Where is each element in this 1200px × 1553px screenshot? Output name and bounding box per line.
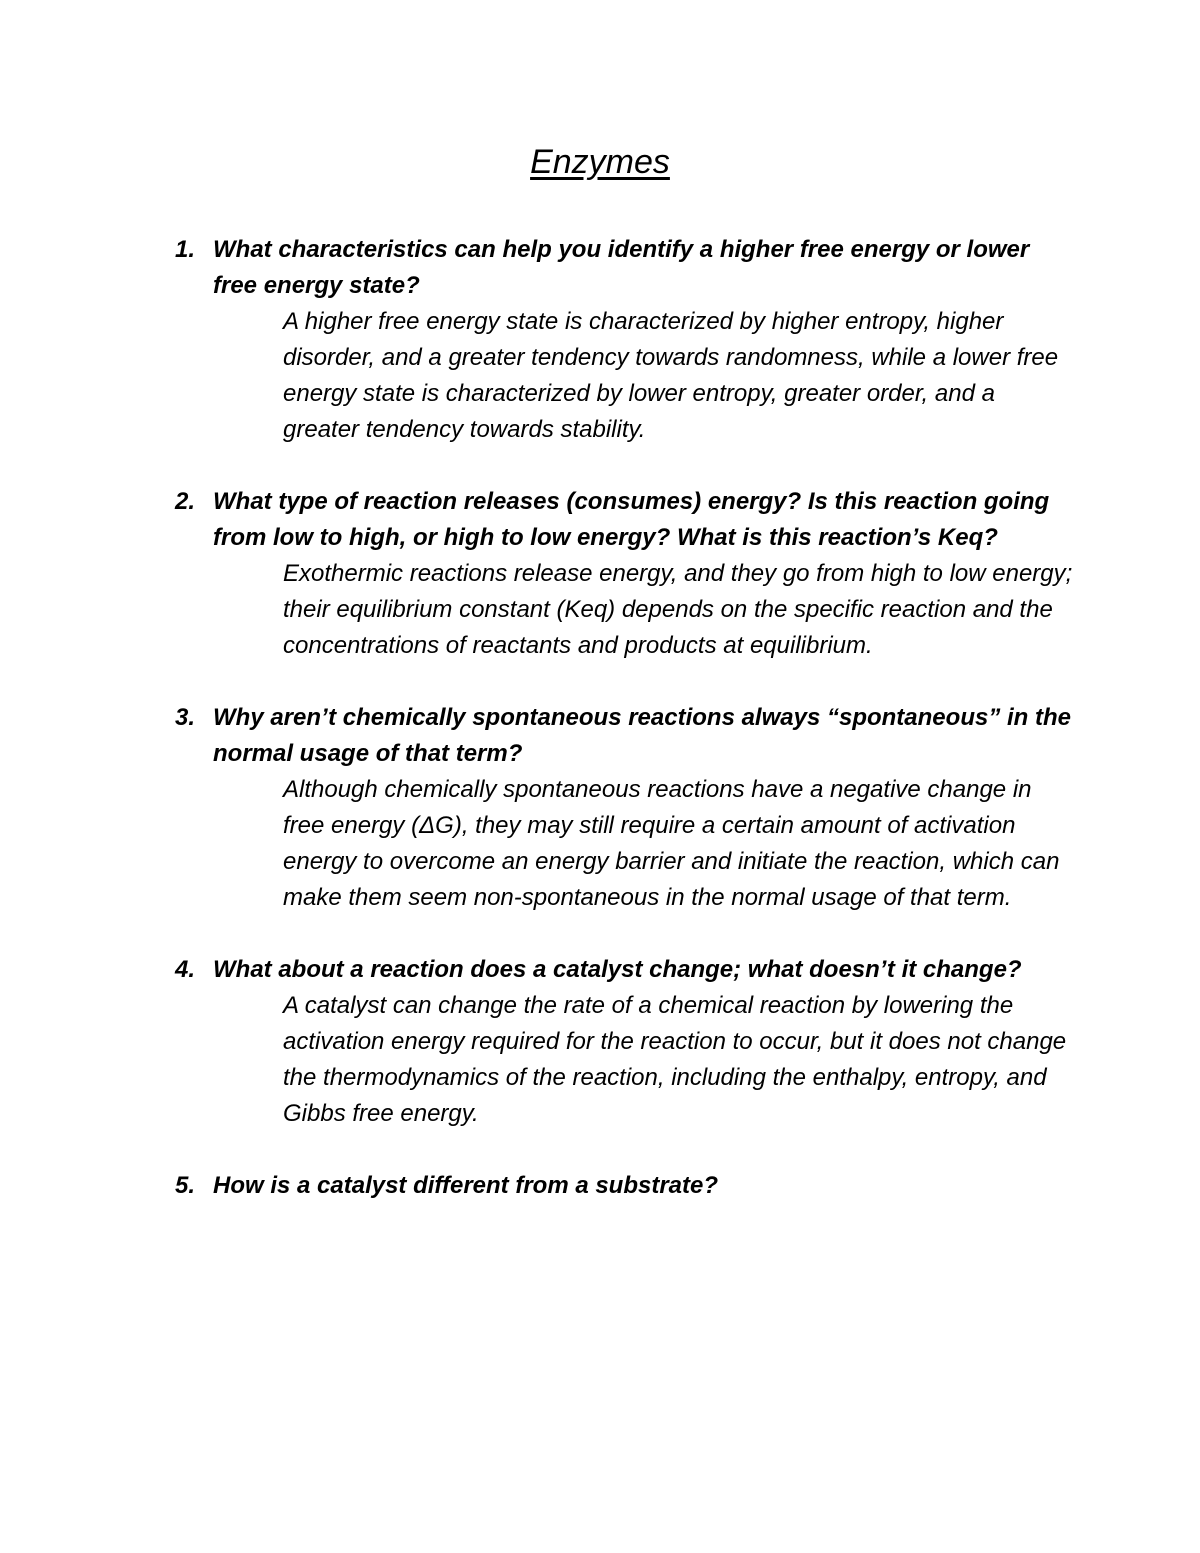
question-text	[175, 1168, 1075, 1204]
question-number: 4.	[175, 956, 196, 983]
question-label: What type of reaction releases (consumes) energy? Is this reaction going from low to high, or high to low energy? What is this reaction’s Keq?	[213, 488, 1050, 551]
question-number: 2.	[175, 488, 196, 515]
page-title: Enzymes	[530, 143, 670, 181]
question-label: What about a reaction does a catalyst change; what doesn’t it change?	[213, 956, 1022, 983]
answer-text: A catalyst can change the rate of a chemical reaction by lowering the activation energy required for the reaction to occur, but it does not change the thermodynamics of the reaction, including the enthalpy, entropy, and Gibbs free energy.	[283, 992, 1067, 1127]
answer-text: A higher free energy state is characterized by higher entropy, higher disorder, and a greater tendency towards randomness, while a lower free energy state is characterized by lower entropy, greater order, and a greater tendency towards stability.	[283, 308, 1059, 443]
answer-text: Exothermic reactions release energy, and they go from high to low energy; their equilibrium constant (Keq) depends on the specific reaction and the concentrations of reactants and products at equilibrium.	[283, 560, 1073, 659]
question-text	[175, 484, 1075, 556]
question-label: Why aren’t chemically spontaneous reactions always “spontaneous” in the normal usage of that term?	[213, 704, 1071, 767]
question-item-4	[175, 952, 1075, 1132]
answer-text: Although chemically spontaneous reactions have a negative change in free energy (ΔG), they may still require a certain amount of activation energy to overcome an energy barrier and initiate the reaction, which can make them seem non-spontaneous in the normal usage of that term.	[283, 776, 1060, 911]
question-item-5	[175, 1168, 1075, 1204]
question-item-3	[175, 700, 1075, 916]
question-label: How is a catalyst different from a substrate?	[213, 1172, 719, 1199]
question-text	[175, 700, 1075, 772]
question-item-2	[175, 484, 1075, 664]
question-number: 1.	[175, 236, 196, 263]
question-label: What characteristics can help you identify a higher free energy or lower free energy state?	[213, 236, 1030, 299]
question-item-1	[175, 232, 1075, 448]
question-number: 3.	[175, 704, 196, 731]
question-text	[175, 952, 1075, 988]
question-text	[175, 232, 1075, 304]
question-number: 5.	[175, 1172, 196, 1199]
question-list	[175, 232, 1075, 1240]
